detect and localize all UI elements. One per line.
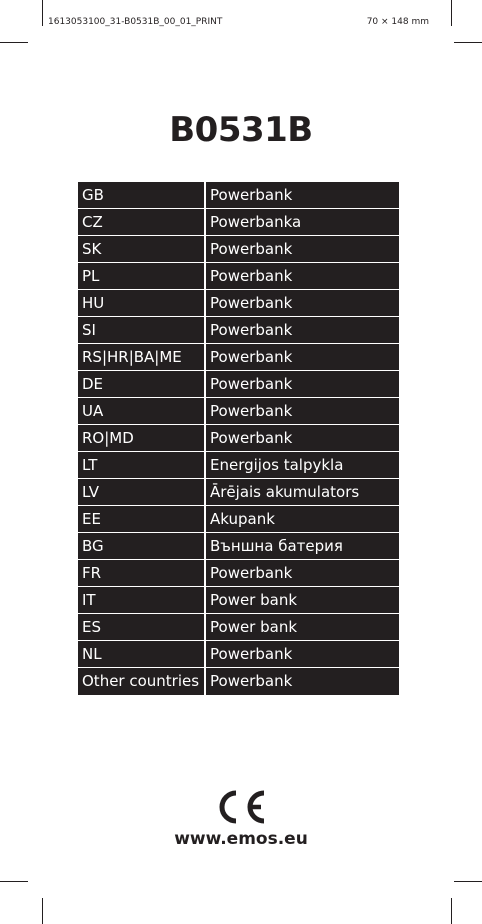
language-code: IT — [78, 587, 206, 614]
language-row — [78, 236, 399, 263]
language-table — [78, 182, 399, 695]
crop-mark-bottom-right-vertical — [451, 898, 452, 924]
language-row — [78, 614, 399, 641]
product-name: Powerbank — [206, 641, 399, 668]
language-code: NL — [78, 641, 206, 668]
language-code: Other countries — [78, 668, 206, 695]
product-name: Powerbank — [206, 371, 399, 398]
product-name: Power bank — [206, 614, 399, 641]
product-name: Energijos talpykla — [206, 452, 399, 479]
crop-mark-top-left-vertical — [42, 0, 43, 26]
language-code: EE — [78, 506, 206, 533]
language-row — [78, 398, 399, 425]
language-row — [78, 587, 399, 614]
language-row — [78, 317, 399, 344]
language-row — [78, 425, 399, 452]
language-code: GB — [78, 182, 206, 209]
language-row — [78, 344, 399, 371]
language-row — [78, 668, 399, 695]
language-row — [78, 371, 399, 398]
website-url: www.emos.eu — [174, 829, 308, 849]
language-code: FR — [78, 560, 206, 587]
language-row — [78, 263, 399, 290]
language-row — [78, 182, 399, 209]
language-code: RO|MD — [78, 425, 206, 452]
language-row — [78, 533, 399, 560]
product-name: Powerbank — [206, 560, 399, 587]
language-code: BG — [78, 533, 206, 560]
print-size: 70 × 148 mm — [366, 17, 429, 27]
product-code-title: B0531B — [169, 110, 313, 150]
language-row — [78, 641, 399, 668]
language-row — [78, 506, 399, 533]
product-name: Ārējais akumulators — [206, 479, 399, 506]
product-name: Powerbank — [206, 263, 399, 290]
crop-mark-top-right-vertical — [451, 0, 452, 26]
print-file-id: 1613053100_31-B0531B_00_01_PRINT — [48, 17, 223, 27]
crop-mark-top-right-horizontal — [454, 42, 482, 43]
language-code: ES — [78, 614, 206, 641]
language-code: PL — [78, 263, 206, 290]
product-name: Powerbank — [206, 344, 399, 371]
language-code: RS|HR|BA|ME — [78, 344, 206, 371]
language-code: DE — [78, 371, 206, 398]
language-code: SI — [78, 317, 206, 344]
product-name: Akupank — [206, 506, 399, 533]
print-header — [0, 17, 482, 31]
language-row — [78, 452, 399, 479]
product-name: Powerbank — [206, 182, 399, 209]
crop-mark-bottom-right-horizontal — [454, 881, 482, 882]
language-code: HU — [78, 290, 206, 317]
product-name: Powerbank — [206, 398, 399, 425]
product-name: Powerbank — [206, 290, 399, 317]
language-code: CZ — [78, 209, 206, 236]
crop-mark-top-left-horizontal — [0, 42, 28, 43]
crop-mark-bottom-left-horizontal — [0, 881, 28, 882]
product-name: Powerbank — [206, 236, 399, 263]
product-name: Powerbank — [206, 317, 399, 344]
ce-mark-icon — [214, 788, 268, 826]
language-code: LV — [78, 479, 206, 506]
language-code: SK — [78, 236, 206, 263]
product-name: Powerbanka — [206, 209, 399, 236]
product-name: Power bank — [206, 587, 399, 614]
product-name: Powerbank — [206, 425, 399, 452]
ce-mark — [0, 788, 482, 830]
product-name: Външна батерия — [206, 533, 399, 560]
language-row — [78, 290, 399, 317]
crop-mark-bottom-left-vertical — [42, 898, 43, 924]
language-row — [78, 560, 399, 587]
language-code: UA — [78, 398, 206, 425]
language-row — [78, 479, 399, 506]
language-row — [78, 209, 399, 236]
language-code: LT — [78, 452, 206, 479]
product-name: Powerbank — [206, 668, 399, 695]
